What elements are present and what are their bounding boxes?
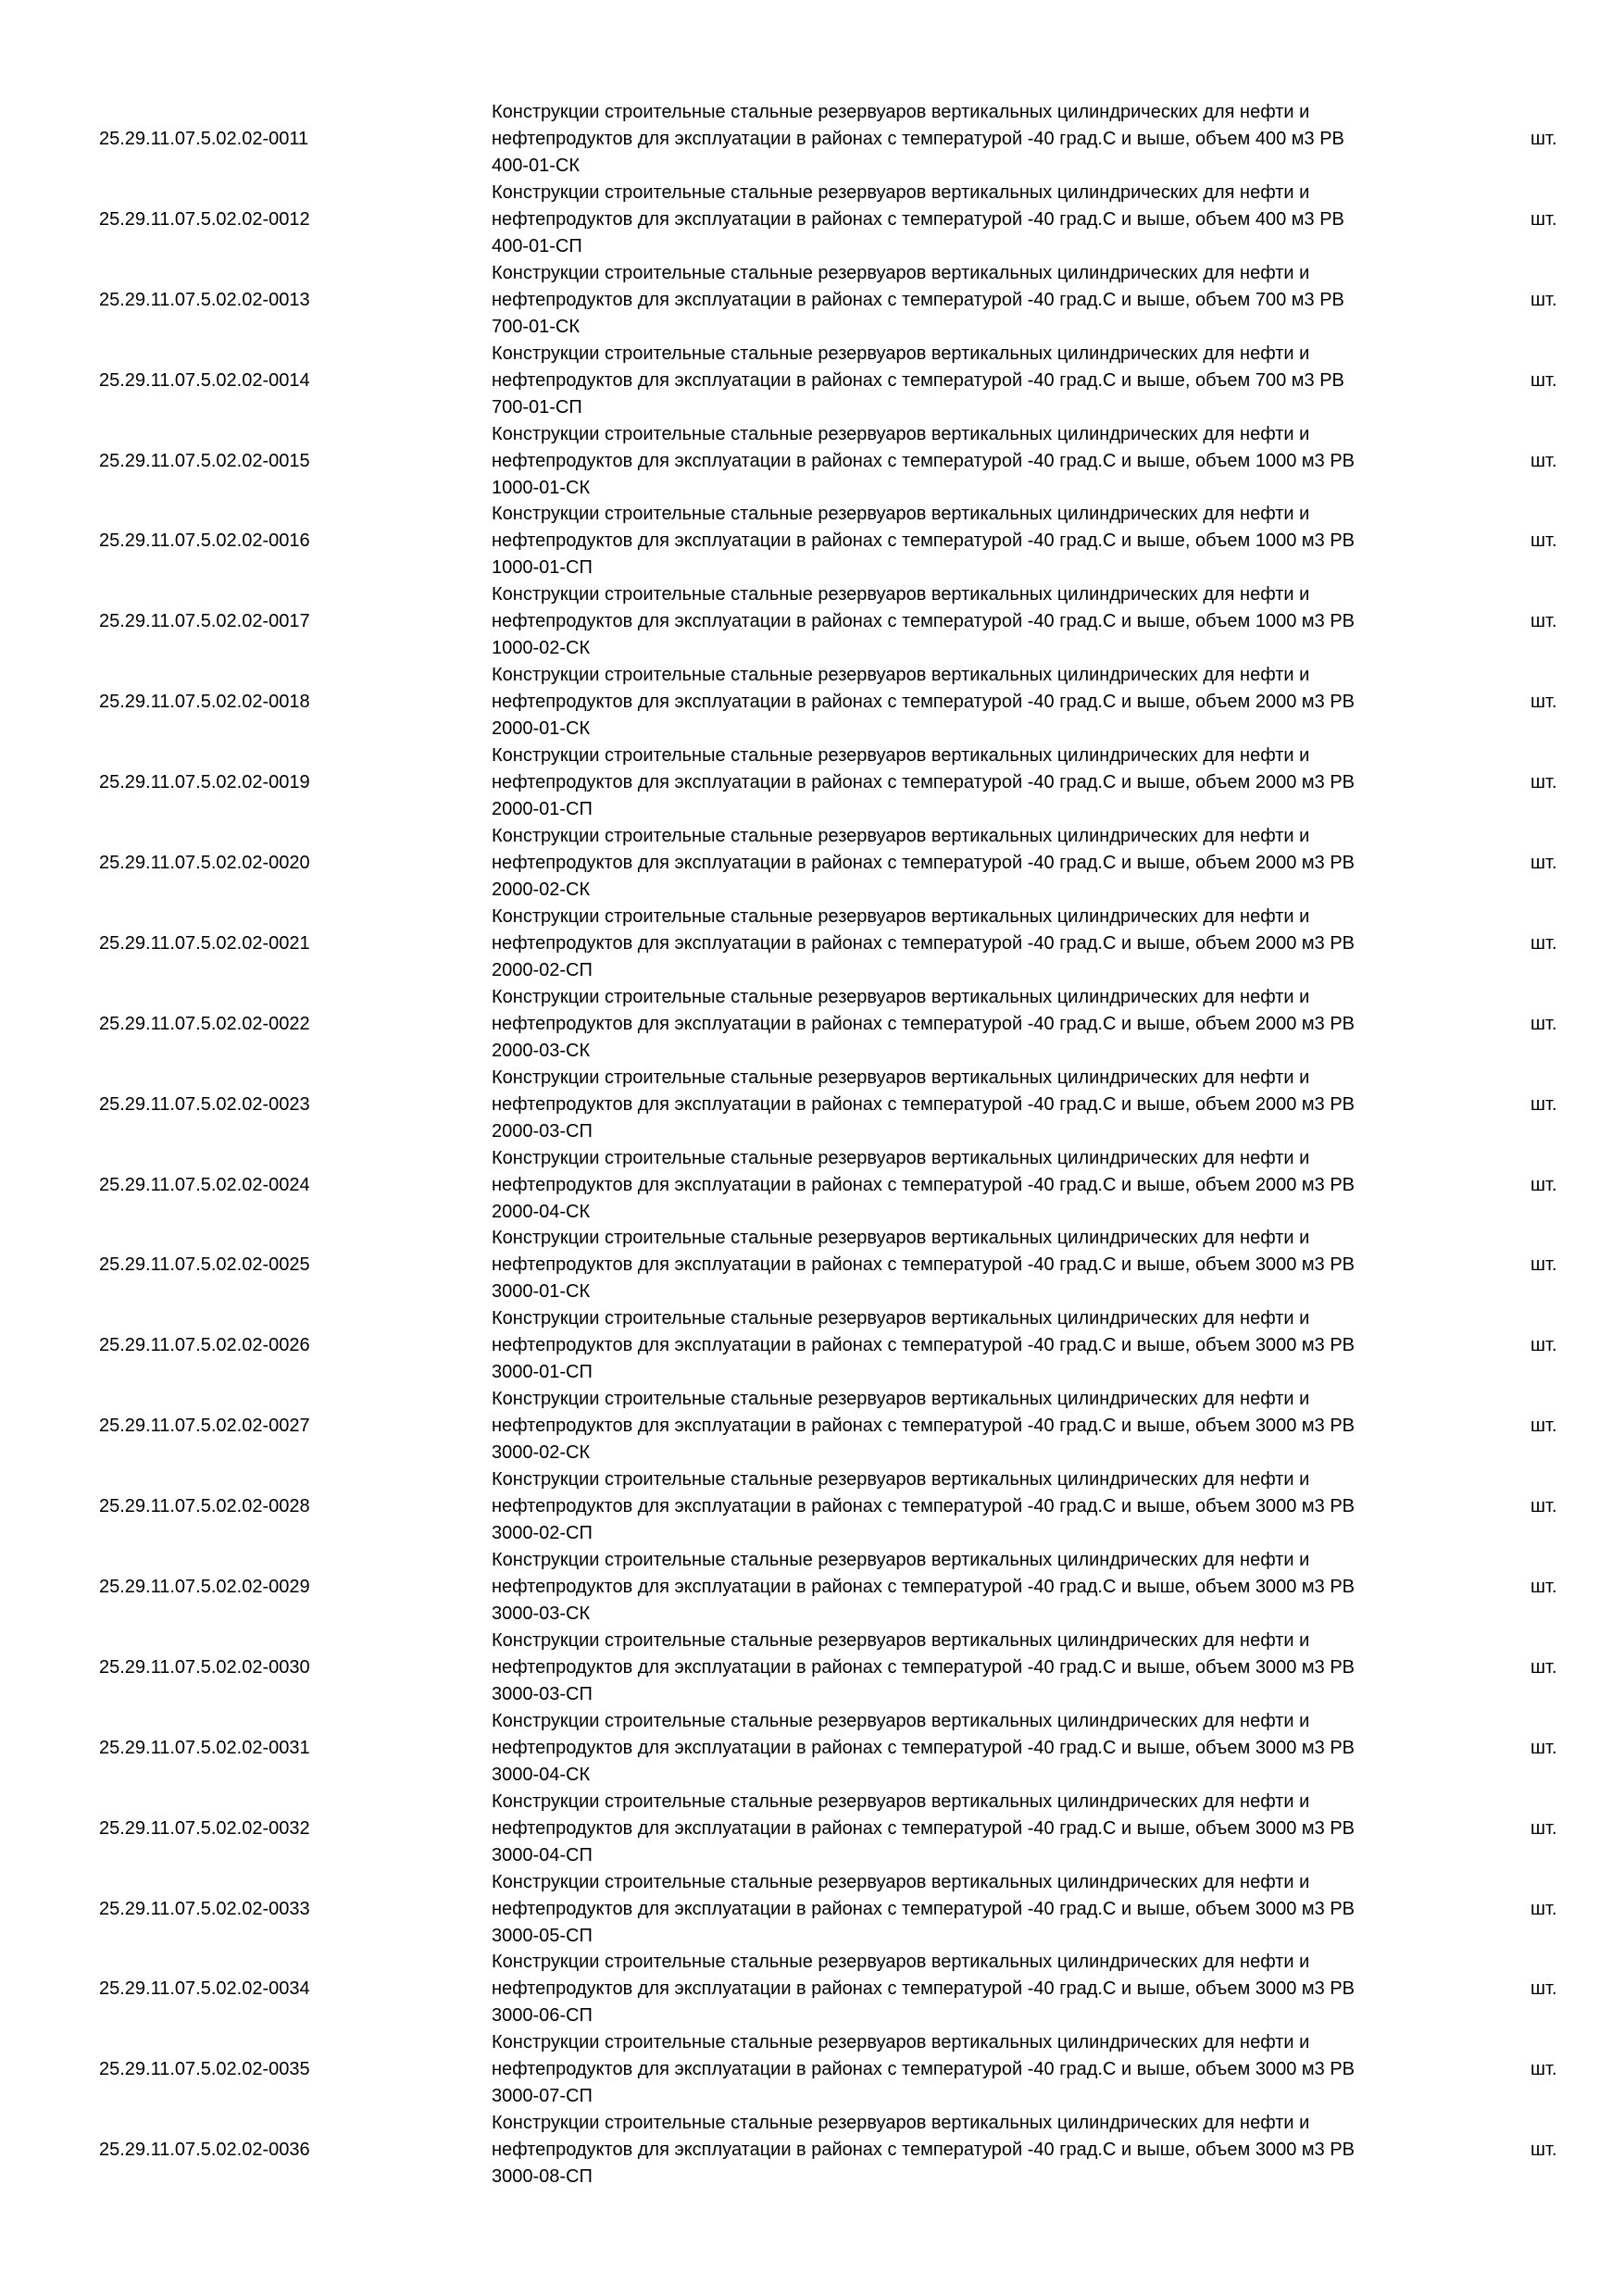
description-line: Конструкции строительные стальные резервуаров вертикальных цилиндрических для нефти и [492, 1389, 1310, 1410]
item-code: 25.29.11.07.5.02.02-0033 [99, 1898, 310, 1919]
item-description [492, 180, 1436, 260]
description-line: 2000-02-СК [492, 880, 591, 901]
item-unit: шт. [1530, 208, 1557, 230]
description-line: Конструкции строительные стальные резервуаров вертикальных цилиндрических для нефти и [492, 1147, 1310, 1168]
description-line: Конструкции строительные стальные резервуаров вертикальных цилиндрических для нефти и [492, 665, 1310, 686]
description-line: нефтепродуктов для эксплуатации в районах с температурой -40 град.С и выше, объем 700 м3 РВ [492, 289, 1344, 310]
item-code: 25.29.11.07.5.02.02-0020 [99, 853, 310, 874]
item-code: 25.29.11.07.5.02.02-0016 [99, 530, 310, 552]
table-row [0, 341, 1624, 421]
item-description [492, 984, 1436, 1065]
description-line: Конструкции строительные стальные резервуаров вертикальных цилиндрических для нефти и [492, 262, 1310, 283]
description-line: Конструкции строительные стальные резервуаров вертикальных цилиндрических для нефти и [492, 986, 1310, 1007]
description-line: нефтепродуктов для эксплуатации в районах с температурой -40 град.С и выше, объем 3000 м3 РВ [492, 1577, 1355, 1598]
table-row [0, 1547, 1624, 1628]
description-line: нефтепродуктов для эксплуатации в районах с температурой -40 град.С и выше, объем 3000 м3 РВ [492, 1737, 1355, 1758]
description-line: Конструкции строительные стальные резервуаров вертикальных цилиндрических для нефти и [492, 2032, 1310, 2053]
table-row [0, 1305, 1624, 1386]
description-line: нефтепродуктов для эксплуатации в районах с температурой -40 град.С и выше, объем 1000 м3 РВ [492, 450, 1355, 471]
table-row [0, 823, 1624, 904]
item-code: 25.29.11.07.5.02.02-0030 [99, 1656, 310, 1678]
item-description [492, 341, 1436, 421]
description-line: Конструкции строительные стальные резервуаров вертикальных цилиндрических для нефти и [492, 1952, 1310, 1973]
item-unit: шт. [1530, 369, 1557, 391]
item-unit: шт. [1530, 1978, 1557, 2000]
item-code: 25.29.11.07.5.02.02-0028 [99, 1496, 310, 1517]
description-line: 3000-06-СП [492, 2005, 593, 2027]
item-code: 25.29.11.07.5.02.02-0018 [99, 692, 310, 713]
item-unit: шт. [1530, 611, 1557, 632]
description-line: нефтепродуктов для эксплуатации в районах с температурой -40 град.С и выше, объем 3000 м3 РВ [492, 1817, 1355, 1839]
item-description [492, 2029, 1436, 2110]
description-line: нефтепродуктов для эксплуатации в районах с температурой -40 град.С и выше, объем 700 м3 РВ [492, 369, 1344, 391]
item-unit: шт. [1530, 1898, 1557, 1919]
table-row [0, 662, 1624, 742]
description-line: 3000-01-СК [492, 1281, 591, 1303]
description-line: 3000-03-СК [492, 1603, 591, 1625]
table-row [0, 1869, 1624, 1950]
item-unit: шт. [1530, 1093, 1557, 1115]
item-description [492, 581, 1436, 662]
description-line: нефтепродуктов для эксплуатации в районах с температурой -40 град.С и выше, объем 3000 м3 РВ [492, 1898, 1355, 1919]
item-unit: шт. [1530, 1496, 1557, 1517]
description-line: нефтепродуктов для эксплуатации в районах с температурой -40 град.С и выше, объем 3000 м3 РВ [492, 1978, 1355, 2000]
description-line: нефтепродуктов для эксплуатации в районах с температурой -40 град.С и выше, объем 3000 м3 РВ [492, 1254, 1355, 1276]
item-code: 25.29.11.07.5.02.02-0032 [99, 1817, 310, 1839]
item-unit: шт. [1530, 129, 1557, 149]
table-row [0, 1065, 1624, 1145]
table-row [0, 2029, 1624, 2110]
item-code: 25.29.11.07.5.02.02-0027 [99, 1416, 310, 1437]
item-description [492, 1628, 1436, 1708]
item-description [492, 501, 1436, 581]
description-line: нефтепродуктов для эксплуатации в районах с температурой -40 град.С и выше, объем 2000 м3 РВ [492, 1093, 1355, 1115]
item-unit: шт. [1530, 2059, 1557, 2080]
description-line: Конструкции строительные стальные резервуаров вертикальных цилиндрических для нефти и [492, 1871, 1310, 1892]
description-line: нефтепродуктов для эксплуатации в районах с температурой -40 град.С и выше, объем 2000 м3 РВ [492, 772, 1355, 793]
item-description [492, 260, 1436, 341]
item-unit: шт. [1530, 1013, 1557, 1034]
description-line: 3000-02-СП [492, 1523, 593, 1544]
description-line: 2000-02-СП [492, 959, 593, 980]
description-line: Конструкции строительные стальные резервуаров вертикальных цилиндрических для нефти и [492, 181, 1310, 203]
table-row [0, 421, 1624, 502]
item-description [492, 1305, 1436, 1386]
item-code: 25.29.11.07.5.02.02-0023 [99, 1093, 310, 1115]
item-code: 25.29.11.07.5.02.02-0034 [99, 1978, 310, 2000]
item-description [492, 99, 1436, 180]
item-code: 25.29.11.07.5.02.02-0019 [99, 772, 310, 793]
item-code: 25.29.11.07.5.02.02-0017 [99, 611, 310, 632]
item-description [492, 1145, 1436, 1226]
item-unit: шт. [1530, 1416, 1557, 1437]
description-line: нефтепродуктов для эксплуатации в районах с температурой -40 град.С и выше, объем 2000 м3 РВ [492, 692, 1355, 713]
description-line: 2000-03-СК [492, 1040, 591, 1061]
item-unit: шт. [1530, 1577, 1557, 1598]
description-line: Конструкции строительные стальные резервуаров вертикальных цилиндрических для нефти и [492, 1791, 1310, 1812]
item-description [492, 1708, 1436, 1789]
table-row [0, 1708, 1624, 1789]
item-description [492, 742, 1436, 823]
table-row [0, 742, 1624, 823]
table-row [0, 2110, 1624, 2190]
description-line: нефтепродуктов для эксплуатации в районах с температурой -40 град.С и выше, объем 3000 м3 РВ [492, 1656, 1355, 1678]
description-line: 1000-01-СК [492, 477, 591, 498]
item-code: 25.29.11.07.5.02.02-0029 [99, 1577, 310, 1598]
item-code: 25.29.11.07.5.02.02-0031 [99, 1737, 310, 1758]
description-line: 2000-03-СП [492, 1120, 593, 1142]
description-line: Конструкции строительные стальные резервуаров вертикальных цилиндрических для нефти и [492, 826, 1310, 847]
table-row [0, 1225, 1624, 1305]
table-row [0, 99, 1624, 180]
description-line: нефтепродуктов для эксплуатации в районах с температурой -40 град.С и выше, объем 3000 м3 РВ [492, 2140, 1355, 2161]
description-line: Конструкции строительные стальные резервуаров вертикальных цилиндрических для нефти и [492, 343, 1310, 364]
item-description [492, 823, 1436, 904]
description-line: Конструкции строительные стальные резервуаров вертикальных цилиндрических для нефти и [492, 745, 1310, 767]
description-line: 3000-01-СП [492, 1362, 593, 1383]
item-unit: шт. [1530, 772, 1557, 793]
item-code: 25.29.11.07.5.02.02-0022 [99, 1013, 310, 1034]
item-code: 25.29.11.07.5.02.02-0026 [99, 1335, 310, 1356]
description-line: Конструкции строительные стальные резервуаров вертикальных цилиндрических для нефти и [492, 2113, 1310, 2134]
description-line: Конструкции строительные стальные резервуаров вертикальных цилиндрических для нефти и [492, 1469, 1310, 1491]
item-description [492, 1065, 1436, 1145]
description-line: нефтепродуктов для эксплуатации в районах с температурой -40 град.С и выше, объем 2000 м3 РВ [492, 1013, 1355, 1034]
item-unit: шт. [1530, 932, 1557, 954]
table-row [0, 1386, 1624, 1466]
item-unit: шт. [1530, 692, 1557, 713]
description-line: 3000-04-СП [492, 1844, 593, 1866]
description-line: 3000-05-СП [492, 1925, 593, 1946]
description-line: нефтепродуктов для эксплуатации в районах с температурой -40 град.С и выше, объем 3000 м3 РВ [492, 1496, 1355, 1517]
description-line: 700-01-СП [492, 396, 582, 418]
description-line: нефтепродуктов для эксплуатации в районах с температурой -40 град.С и выше, объем 3000 м3 РВ [492, 1335, 1355, 1356]
item-code: 25.29.11.07.5.02.02-0021 [99, 932, 310, 954]
item-code: 25.29.11.07.5.02.02-0014 [99, 369, 310, 391]
description-line: 400-01-СП [492, 235, 582, 256]
description-line: 2000-01-СП [492, 799, 593, 820]
table-row [0, 1789, 1624, 1869]
item-description [492, 662, 1436, 742]
item-unit: шт. [1530, 1656, 1557, 1678]
description-line: Конструкции строительные стальные резервуаров вертикальных цилиндрических для нефти и [492, 1550, 1310, 1571]
description-line: 3000-02-СК [492, 1442, 591, 1464]
description-line: Конструкции строительные стальные резервуаров вертикальных цилиндрических для нефти и [492, 1710, 1310, 1731]
item-code: 25.29.11.07.5.02.02-0025 [99, 1254, 310, 1276]
description-line: нефтепродуктов для эксплуатации в районах с температурой -40 град.С и выше, объем 3000 м3 РВ [492, 1416, 1355, 1437]
description-line: Конструкции строительные стальные резервуаров вертикальных цилиндрических для нефти и [492, 584, 1310, 605]
item-unit: шт. [1530, 289, 1557, 310]
item-code: 25.29.11.07.5.02.02-0024 [99, 1174, 310, 1195]
description-line: Конструкции строительные стальные резервуаров вертикальных цилиндрических для нефти и [492, 1308, 1310, 1329]
table-row [0, 581, 1624, 662]
description-line: 3000-04-СК [492, 1764, 591, 1785]
description-line: 1000-01-СП [492, 557, 593, 579]
item-code: 25.29.11.07.5.02.02-0011 [99, 129, 309, 149]
item-description [492, 1386, 1436, 1466]
description-line: нефтепродуктов для эксплуатации в районах с температурой -40 град.С и выше, объем 400 м3 РВ [492, 129, 1344, 149]
description-line: 1000-02-СК [492, 638, 591, 659]
description-line: нефтепродуктов для эксплуатации в районах с температурой -40 град.С и выше, объем 2000 м3 РВ [492, 932, 1355, 954]
description-line: 3000-07-СП [492, 2086, 593, 2107]
description-line: 700-01-СК [492, 316, 581, 337]
item-code: 25.29.11.07.5.02.02-0015 [99, 450, 310, 471]
item-description [492, 1225, 1436, 1305]
table-row [0, 1949, 1624, 2029]
description-line: нефтепродуктов для эксплуатации в районах с температурой -40 град.С и выше, объем 2000 м3 РВ [492, 853, 1355, 874]
table-row [0, 1628, 1624, 1708]
item-unit: шт. [1530, 853, 1557, 874]
item-code: 25.29.11.07.5.02.02-0036 [99, 2140, 310, 2161]
item-description [492, 2110, 1436, 2190]
item-description [492, 1547, 1436, 1628]
table-row [0, 984, 1624, 1065]
item-description [492, 1789, 1436, 1869]
description-line: 2000-01-СК [492, 718, 591, 740]
description-line: 3000-08-СП [492, 2166, 593, 2188]
description-line: 400-01-СК [492, 156, 581, 176]
description-line: нефтепродуктов для эксплуатации в районах с температурой -40 град.С и выше, объем 1000 м3 РВ [492, 530, 1355, 552]
table-row [0, 501, 1624, 581]
item-unit: шт. [1530, 1174, 1557, 1195]
description-line: Конструкции строительные стальные резервуаров вертикальных цилиндрических для нефти и [492, 423, 1310, 444]
description-line: нефтепродуктов для эксплуатации в районах с температурой -40 град.С и выше, объем 3000 м3 РВ [492, 2059, 1355, 2080]
description-line: нефтепродуктов для эксплуатации в районах с температурой -40 град.С и выше, объем 1000 м3 РВ [492, 611, 1355, 632]
description-line: Конструкции строительные стальные резервуаров вертикальных цилиндрических для нефти и [492, 1629, 1310, 1651]
table-row [0, 1145, 1624, 1226]
description-line: нефтепродуктов для эксплуатации в районах с температурой -40 град.С и выше, объем 400 м3 РВ [492, 208, 1344, 230]
item-code: 25.29.11.07.5.02.02-0035 [99, 2059, 310, 2080]
item-unit: шт. [1530, 530, 1557, 552]
description-line: Конструкции строительные стальные резервуаров вертикальных цилиндрических для нефти и [492, 504, 1310, 525]
item-code: 25.29.11.07.5.02.02-0013 [99, 289, 310, 310]
table-row [0, 260, 1624, 341]
item-description [492, 1466, 1436, 1547]
table-row [0, 904, 1624, 984]
item-unit: шт. [1530, 1254, 1557, 1276]
description-line: Конструкции строительные стальные резервуаров вертикальных цилиндрических для нефти и [492, 1228, 1310, 1249]
item-unit: шт. [1530, 1737, 1557, 1758]
item-description [492, 1949, 1436, 2029]
table-row [0, 180, 1624, 260]
price-table [0, 99, 1624, 2190]
description-line: 2000-04-СК [492, 1201, 591, 1222]
table-row [0, 1466, 1624, 1547]
description-line: Конструкции строительные стальные резервуаров вертикальных цилиндрических для нефти и [492, 1067, 1310, 1088]
item-description [492, 421, 1436, 502]
item-unit: шт. [1530, 1335, 1557, 1356]
description-line: Конструкции строительные стальные резервуаров вертикальных цилиндрических для нефти и [492, 905, 1310, 927]
description-line: Конструкции строительные стальные резервуаров вертикальных цилиндрических для нефти и [492, 102, 1310, 122]
item-unit: шт. [1530, 450, 1557, 471]
description-line: 3000-03-СП [492, 1683, 593, 1704]
item-description [492, 1869, 1436, 1950]
description-line: нефтепродуктов для эксплуатации в районах с температурой -40 град.С и выше, объем 2000 м3 РВ [492, 1174, 1355, 1195]
item-unit: шт. [1530, 2140, 1557, 2161]
item-unit: шт. [1530, 1817, 1557, 1839]
item-code: 25.29.11.07.5.02.02-0012 [99, 208, 310, 230]
item-description [492, 904, 1436, 984]
